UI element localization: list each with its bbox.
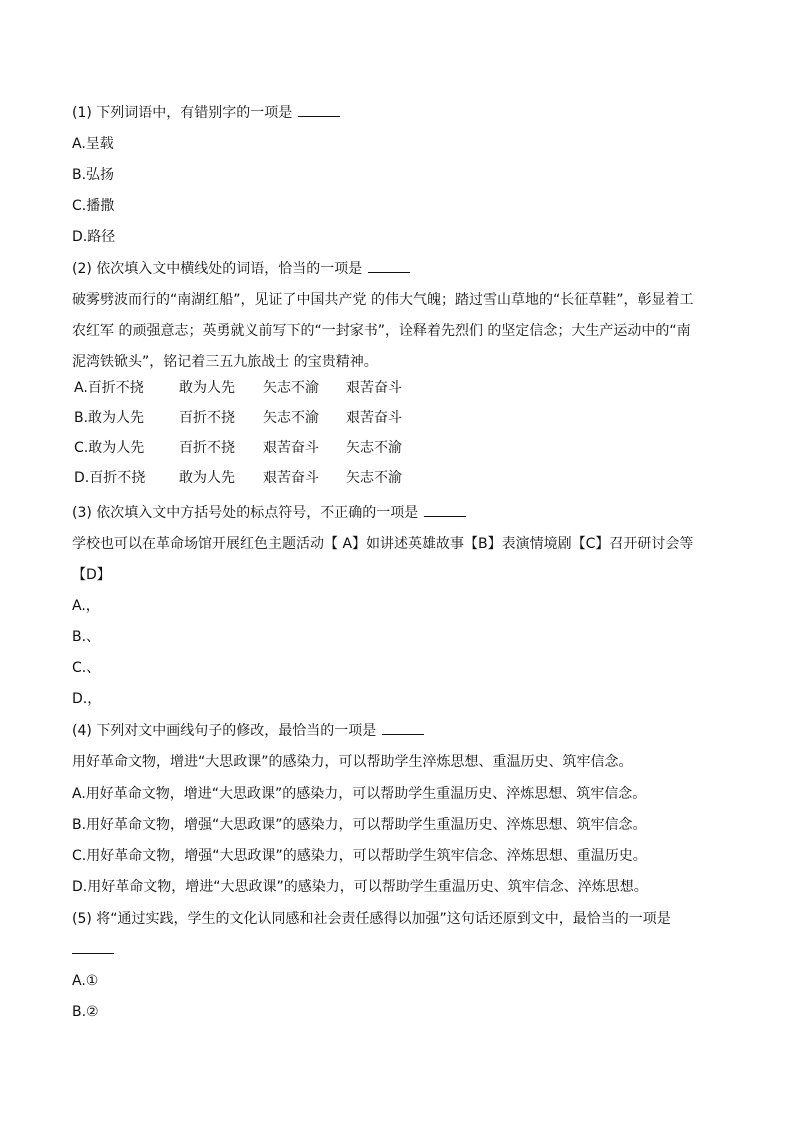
q5-option-b: B.② xyxy=(72,1004,99,1020)
q4-option-b: B.用好革命文物，增强“大思政课”的感染力，可以帮助学生重温历史、淬炼思想、筑牢信念。 xyxy=(72,817,647,833)
q3-passage-line: 学校也可以在革命场馆开展红色主题活动【 A】如讲述英雄故事【B】表演情境剧【C】召开研讨会等 xyxy=(72,536,694,552)
q1-option-b: B.弘扬 xyxy=(72,167,115,183)
q1-option-c: C.播撒 xyxy=(72,198,115,214)
q4-option-a: A.用好革命文物，增进“大思政课”的感染力，可以帮助学生重温历史、淬炼思想、筑牢信念。 xyxy=(72,786,647,802)
q2-stem: (2) 依次填入文中横线处的词语，恰当的一项是 xyxy=(72,260,410,278)
q4-sentence: 用好革命文物，增进“大思政课”的感染力，可以帮助学生淬炼思想、重温历史、筑牢信念。 xyxy=(72,754,633,770)
q2-option-d: D.百折不挠 敢为人先 艰苦奋斗 矢志不渝 xyxy=(74,470,402,486)
q3-option-c: C.、 xyxy=(72,660,101,676)
q5-answer-blank-line xyxy=(72,941,114,959)
q1-option-d: D.路径 xyxy=(72,229,116,245)
q1-stem: (1) 下列词语中，有错别字的一项是 xyxy=(72,104,340,122)
q3-option-b: B.、 xyxy=(72,629,101,645)
answer-blank xyxy=(424,504,466,517)
q2-option-c: C.敢为人先 百折不挠 艰苦奋斗 矢志不渝 xyxy=(74,440,402,456)
q3-option-a: A.， xyxy=(72,598,100,614)
q2-option-b: B.敢为人先 百折不挠 矢志不渝 艰苦奋斗 xyxy=(74,410,402,426)
q5-stem: (5) 将“通过实践，学生的文化认同感和社会责任感得以加强”这句话还原到文中，最恰当的一项是 xyxy=(72,911,671,927)
q2-option-a: A.百折不挠 敢为人先 矢志不渝 艰苦奋斗 xyxy=(74,380,402,396)
q2-passage-line: 农红军 的顽强意志；英勇就义前写下的“一封家书”，诠释着先烈们 的坚定信念；大生产运动中的“南 xyxy=(72,323,691,339)
q3-stem: (3) 依次填入文中方括号处的标点符号，不正确的一项是 xyxy=(72,504,466,522)
answer-blank xyxy=(72,941,114,954)
q3-option-d: D.， xyxy=(72,691,102,707)
q1-option-a: A.呈载 xyxy=(72,136,114,152)
answer-blank xyxy=(368,260,410,273)
q4-option-c: C.用好革命文物，增强“大思政课”的感染力，可以帮助学生筑牢信念、淬炼思想、重温历史。 xyxy=(72,848,647,864)
q2-passage-line: 泥湾铁锨头”，铭记着三五九旅战士 的宝贵精神。 xyxy=(72,354,378,370)
q2-passage-line: 破雾劈波而行的“南湖红船”，见证了中国共产党 的伟大气魄；踏过雪山草地的“长征草鞋”，彰显着工 xyxy=(72,292,694,308)
answer-blank xyxy=(382,722,424,735)
q5-option-a: A.① xyxy=(72,973,99,989)
q3-passage-line: 【D】 xyxy=(72,567,111,583)
q4-stem: (4) 下列对文中画线句子的修改，最恰当的一项是 xyxy=(72,722,424,740)
q4-option-d: D.用好革命文物，增进“大思政课”的感染力，可以帮助学生重温历史、筑牢信念、淬炼思想。 xyxy=(72,879,648,895)
answer-blank xyxy=(298,104,340,117)
